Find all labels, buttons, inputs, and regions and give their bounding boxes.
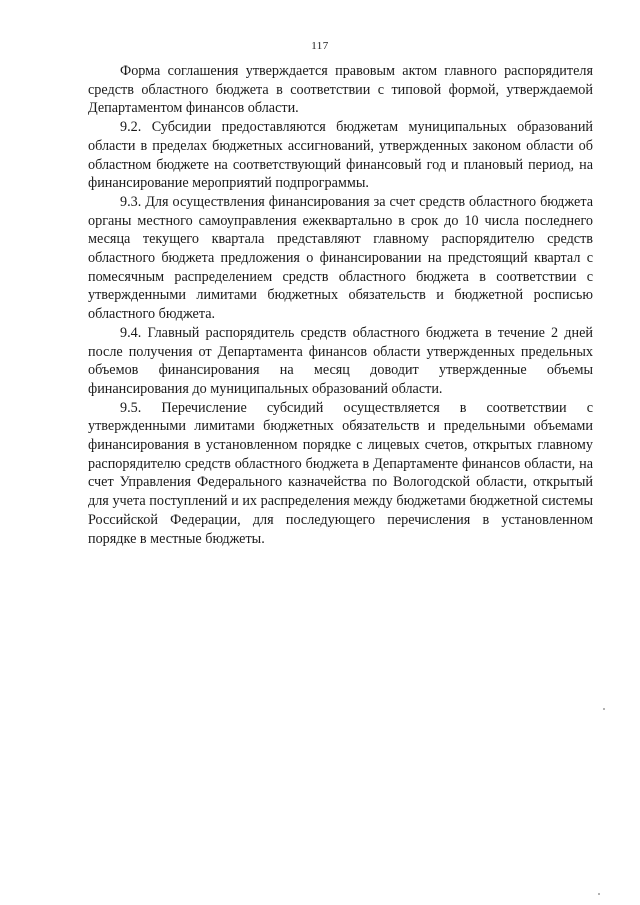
scan-speck <box>603 708 605 710</box>
paragraph-9-4: 9.4. Главный распорядитель средств областного бюджета в течение 2 дней после получения от Департамента финансов области утвержденных предельных объемов финансирования на месяц доводит утвержденные объемы финансирования до муниципальных образований области. <box>88 324 593 397</box>
page-number: 117 <box>311 40 329 52</box>
scan-speck <box>598 893 600 895</box>
paragraph-9-5: 9.5. Перечисление субсидий осуществляется в соответствии с утвержденными лимитами бюджетных обязательств и предельными объемами финансирования в установленном порядке с лицевых счетов, открытых главному распорядителю средств областного бюджета в Департаменте финансов области, на счет Управления Федерального казначейства по Вологодской области, открытый для учета поступлений и их распределения между бюджетами бюджетной системы Российской Федерации, для последующего перечисления в установленном порядке в местные бюджеты. <box>88 399 593 547</box>
paragraph-9-3: 9.3. Для осуществления финансирования за счет средств областного бюджета органы местного самоуправления ежеквартально в срок до 10 числа последнего месяца текущего квартала представляют главному распорядителю средств областного бюджета предложения о финансировании на предстоящий квартал с помесячным распределением средств областного бюджета в соответствии с утвержденными лимитами бюджетных обязательств и бюджетной росписью областного бюджета. <box>88 193 593 323</box>
paragraph-9-2: 9.2. Субсидии предоставляются бюджетам муниципальных образований области в пределах бюджетных ассигнований, утвержденных законом области об областном бюджете на соответствующий финансовый год и плановый период, на финансирование мероприятий подпрограммы. <box>88 119 593 192</box>
paragraph-agreement-form: Форма соглашения утверждается правовым актом главного распорядителя средств областного бюджета в соответствии с типовой формой, утверждаемой Департаментом финансов области. <box>88 63 593 117</box>
document-body <box>88 62 593 548</box>
